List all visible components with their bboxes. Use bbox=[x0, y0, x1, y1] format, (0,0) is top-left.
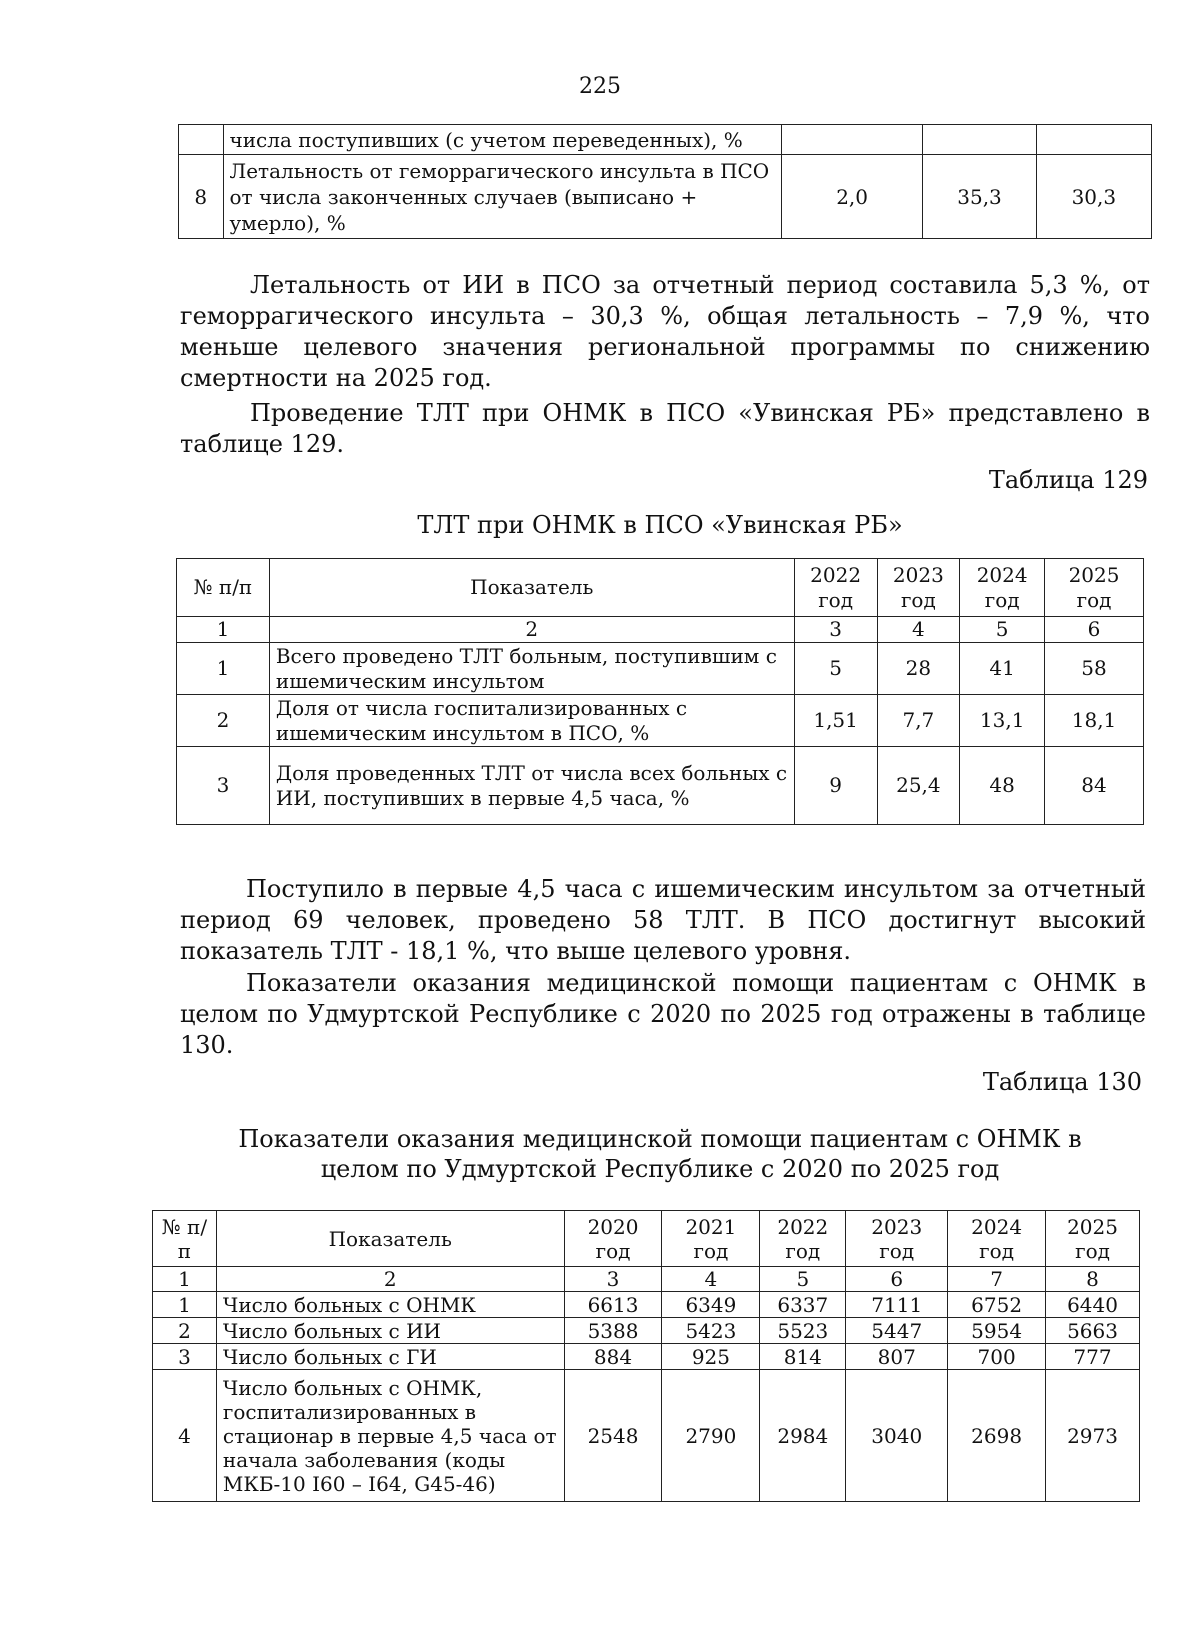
value-cell bbox=[1036, 125, 1151, 155]
value-cell: 814 bbox=[760, 1344, 846, 1370]
column-number: 5 bbox=[960, 617, 1045, 643]
table-row bbox=[177, 643, 1144, 695]
paragraph-tlt-result: Поступило в первые 4,5 часа с ишемическим инсультом за отчетный период 69 человек, проведено 58 ТЛТ. В ПСО достигнут высокий показатель ТЛТ - 18,1 %, что выше целевого уровня. bbox=[180, 875, 1146, 965]
table-130 bbox=[152, 1210, 1140, 1502]
row-number: 4 bbox=[153, 1370, 217, 1502]
table-header-row bbox=[153, 1211, 1140, 1267]
header-year: 2023 год bbox=[877, 559, 960, 617]
value-cell: 2984 bbox=[760, 1370, 846, 1502]
row-number: 3 bbox=[153, 1344, 217, 1370]
header-year: 2024 год bbox=[960, 559, 1045, 617]
table-row bbox=[153, 1344, 1140, 1370]
table-row bbox=[179, 155, 1152, 239]
column-number: 6 bbox=[1045, 617, 1144, 643]
value-cell: 30,3 bbox=[1036, 155, 1151, 239]
column-number: 1 bbox=[177, 617, 270, 643]
value-cell: 7111 bbox=[846, 1292, 948, 1318]
page-number: 225 bbox=[579, 74, 621, 99]
table-129 bbox=[176, 558, 1144, 825]
value-cell: 5447 bbox=[846, 1318, 948, 1344]
paragraph-mortality: Летальность от ИИ в ПСО за отчетный период составила 5,3 %, от геморрагического инсульта – 30,3 %, общая летальность – 7,9 %, что меньше целевого значения региональной программы по снижению смертности на 2025 год. bbox=[180, 271, 1150, 392]
header-year: 2025 год bbox=[1045, 559, 1144, 617]
value-cell: 58 bbox=[1045, 643, 1144, 695]
table-129-label: Таблица 129 bbox=[988, 466, 1148, 494]
indicator-cell: Число больных с ОНМК bbox=[216, 1292, 564, 1318]
value-cell: 5388 bbox=[564, 1318, 662, 1344]
indicator-cell: Число больных с ГИ bbox=[216, 1344, 564, 1370]
value-cell: 48 bbox=[960, 747, 1045, 825]
column-number: 5 bbox=[760, 1267, 846, 1292]
header-year: 2024 год bbox=[948, 1211, 1046, 1267]
value-cell: 2548 bbox=[564, 1370, 662, 1502]
header-num: № п/п bbox=[153, 1211, 217, 1267]
header-num: № п/п bbox=[177, 559, 270, 617]
value-cell: 41 bbox=[960, 643, 1045, 695]
value-cell: 28 bbox=[877, 643, 960, 695]
value-cell: 6613 bbox=[564, 1292, 662, 1318]
value-cell: 6440 bbox=[1046, 1292, 1140, 1318]
table-header-row bbox=[177, 559, 1144, 617]
indicator-cell: Доля проведенных ТЛТ от числа всех больных с ИИ, поступивших в первые 4,5 часа, % bbox=[269, 747, 794, 825]
table-row bbox=[179, 125, 1152, 155]
row-number: 2 bbox=[153, 1318, 217, 1344]
column-number: 2 bbox=[269, 617, 794, 643]
row-number: 1 bbox=[153, 1292, 217, 1318]
value-cell: 35,3 bbox=[923, 155, 1036, 239]
value-cell bbox=[923, 125, 1036, 155]
table-row bbox=[153, 1292, 1140, 1318]
value-cell: 5663 bbox=[1046, 1318, 1140, 1344]
indicator-cell: Число больных с ОНМК, госпитализированных в стационар в первые 4,5 часа от начала заболевания (коды МКБ-10 I60 – I64, G45-46) bbox=[216, 1370, 564, 1502]
header-year: 2021 год bbox=[662, 1211, 760, 1267]
value-cell: 5523 bbox=[760, 1318, 846, 1344]
column-number-row bbox=[153, 1267, 1140, 1292]
value-cell: 6337 bbox=[760, 1292, 846, 1318]
column-number: 1 bbox=[153, 1267, 217, 1292]
continued-table bbox=[178, 124, 1152, 239]
row-number: 3 bbox=[177, 747, 270, 825]
header-year: 2022 год bbox=[794, 559, 877, 617]
header-year: 2020 год bbox=[564, 1211, 662, 1267]
indicator-cell: Доля от числа госпитализированных с ишемическим инсультом в ПСО, % bbox=[269, 695, 794, 747]
header-year: 2023 год bbox=[846, 1211, 948, 1267]
value-cell: 2,0 bbox=[781, 155, 923, 239]
indicator-cell: Число больных с ИИ bbox=[216, 1318, 564, 1344]
value-cell: 925 bbox=[662, 1344, 760, 1370]
paragraph-tlt-intro: Проведение ТЛТ при ОНМК в ПСО «Увинская РБ» представлено в таблице 129. bbox=[180, 399, 1150, 458]
column-number: 3 bbox=[794, 617, 877, 643]
table-row bbox=[177, 695, 1144, 747]
value-cell: 6349 bbox=[662, 1292, 760, 1318]
value-cell: 1,51 bbox=[794, 695, 877, 747]
table-130-title: Показатели оказания медицинской помощи пациентам с ОНМК в целом по Удмуртской Республике с 2020 по 2025 год bbox=[238, 1125, 1082, 1183]
paragraph-table-130-intro: Показатели оказания медицинской помощи пациентам с ОНМК в целом по Удмуртской Республике с 2020 по 2025 год отражены в таблице 130. bbox=[180, 969, 1146, 1059]
value-cell: 25,4 bbox=[877, 747, 960, 825]
column-number: 6 bbox=[846, 1267, 948, 1292]
table-130-label: Таблица 130 bbox=[982, 1068, 1142, 1096]
column-number: 7 bbox=[948, 1267, 1046, 1292]
value-cell: 2973 bbox=[1046, 1370, 1140, 1502]
row-number: 1 bbox=[177, 643, 270, 695]
value-cell: 6752 bbox=[948, 1292, 1046, 1318]
header-indicator: Показатель bbox=[216, 1211, 564, 1267]
table-row bbox=[177, 747, 1144, 825]
column-number: 2 bbox=[216, 1267, 564, 1292]
column-number: 4 bbox=[662, 1267, 760, 1292]
value-cell: 84 bbox=[1045, 747, 1144, 825]
value-cell: 7,7 bbox=[877, 695, 960, 747]
value-cell: 5954 bbox=[948, 1318, 1046, 1344]
table-row bbox=[153, 1318, 1140, 1344]
value-cell: 9 bbox=[794, 747, 877, 825]
value-cell: 777 bbox=[1046, 1344, 1140, 1370]
indicator-cell: числа поступивших (с учетом переведенных), % bbox=[223, 125, 781, 155]
indicator-cell: Всего проведено ТЛТ больным, поступившим с ишемическим инсультом bbox=[269, 643, 794, 695]
value-cell: 3040 bbox=[846, 1370, 948, 1502]
row-number: 2 bbox=[177, 695, 270, 747]
table-row bbox=[153, 1370, 1140, 1502]
value-cell: 2790 bbox=[662, 1370, 760, 1502]
value-cell: 5423 bbox=[662, 1318, 760, 1344]
table-129-title: ТЛТ при ОНМК в ПСО «Увинская РБ» bbox=[417, 511, 903, 539]
value-cell: 807 bbox=[846, 1344, 948, 1370]
value-cell: 700 bbox=[948, 1344, 1046, 1370]
value-cell bbox=[781, 125, 923, 155]
header-year: 2025 год bbox=[1046, 1211, 1140, 1267]
column-number: 8 bbox=[1046, 1267, 1140, 1292]
indicator-cell: Летальность от геморрагического инсульта в ПСО от числа законченных случаев (выписано + умерло), % bbox=[223, 155, 781, 239]
value-cell: 5 bbox=[794, 643, 877, 695]
value-cell: 18,1 bbox=[1045, 695, 1144, 747]
value-cell: 884 bbox=[564, 1344, 662, 1370]
header-year: 2022 год bbox=[760, 1211, 846, 1267]
header-indicator: Показатель bbox=[269, 559, 794, 617]
column-number: 4 bbox=[877, 617, 960, 643]
column-number: 3 bbox=[564, 1267, 662, 1292]
row-number: 8 bbox=[179, 155, 224, 239]
column-number-row bbox=[177, 617, 1144, 643]
value-cell: 2698 bbox=[948, 1370, 1046, 1502]
row-number bbox=[179, 125, 224, 155]
value-cell: 13,1 bbox=[960, 695, 1045, 747]
